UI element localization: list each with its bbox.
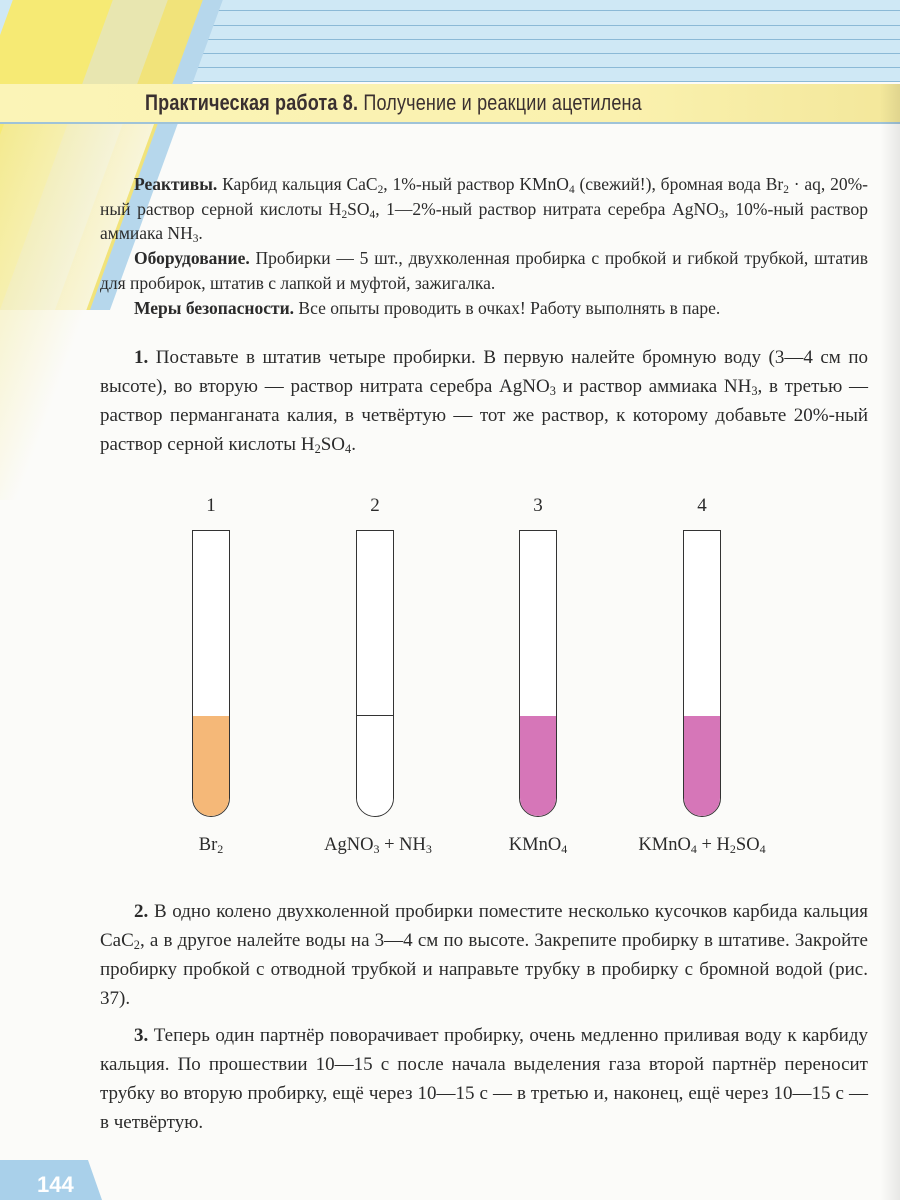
clear-liquid — [357, 715, 393, 816]
tube-label: $Br_2$ — [198, 835, 224, 856]
tube-label: KMnO$_4$ — [508, 835, 568, 856]
test-tube-silver-nitrate — [356, 530, 394, 817]
safety-lead: Меры безопасности. — [134, 298, 295, 318]
bromine-water-liquid — [193, 716, 229, 816]
safety-paragraph — [100, 296, 868, 321]
tube-number: 3 — [533, 495, 543, 516]
reagents-text: Карбид кальция CaC$_2$, 1%-ный раствор KMnO$_4$ (свежий!), бромная вода $Br_2$ · aq, 20%-ный раствор серной кислоты $H_2SO_4$, 1—2%-ный раствор нитрата серебра AgNO$_3$, 10%-ный раствор аммиака $NH_3$. — [100, 174, 868, 245]
rule-line — [150, 39, 900, 40]
step-text: Теперь один партнёр поворачивает пробирку, очень медленно приливая воду к карбиду кальция. По прошествии 10—15 с после начала выделения газа второй партнёр переносит трубку во вторую пробирку, ещё через 10—15 с — в третью и, наконец, ещё через 10—15 с — в четвёртую. — [100, 1025, 868, 1133]
step-text: В одно колено двухколенной пробирки поместите несколько кусочков карбида кальция CaC$_2$, а в другое налейте воды на 3—4 см по высоте. Закрепите пробирку в штативе. Закройте пробирку пробкой с отводной трубкой и направьте трубку в пробирку с бромной водой (рис. 37). — [100, 901, 869, 1009]
step-2 — [100, 897, 868, 1013]
rule-line — [150, 81, 900, 82]
rule-line — [150, 67, 900, 68]
tube-number: 1 — [206, 495, 216, 516]
title-bold: Практическая работа 8. — [145, 90, 359, 115]
step-text: Поставьте в штатив четыре пробирки. В первую налейте бромную воду (3—4 см по высоте), во вторую — раствор нитрата серебра AgNO$_3$ и раствор аммиака $NH_3$, в третью — раствор перманганата калия, в четвёртую — тот же раствор, к которому добавьте 20%-ный раствор серной кислоты $H_2SO_4$. — [100, 347, 869, 456]
page-title — [145, 90, 642, 116]
equipment-text: Пробирки — 5 шт., двухколенная пробирка с пробкой и гибкой трубкой, штатив для пробирок, штатив с лапкой и муфтой, зажигалка. — [100, 248, 868, 293]
step-number: 2. — [134, 901, 149, 922]
rule-line — [150, 53, 900, 54]
tube-number: 2 — [370, 495, 380, 516]
step-number: 1. — [134, 347, 149, 368]
acidified-permanganate-liquid — [684, 716, 720, 816]
rule-line — [150, 10, 900, 11]
equipment-paragraph — [100, 246, 868, 295]
step-3 — [100, 1021, 868, 1137]
test-tube-bromine — [192, 530, 230, 817]
reagents-lead: Реактивы. — [134, 174, 218, 194]
permanganate-liquid — [520, 716, 556, 816]
title-regular: Получение и реакции ацетилена — [363, 90, 642, 115]
reagents-paragraph — [100, 172, 868, 246]
test-tube-acidified-permanganate — [683, 530, 721, 817]
tube-label: AgNO$_3$ + $NH_3$ — [324, 835, 432, 856]
test-tubes-figure — [0, 490, 900, 870]
safety-text: Все опыты проводить в очках! Работу выполнять в паре. — [298, 298, 721, 318]
equipment-lead: Оборудование. — [134, 248, 250, 268]
test-tube-permanganate — [519, 530, 557, 817]
step-number: 3. — [134, 1025, 149, 1046]
step-1 — [100, 343, 868, 459]
rule-line — [150, 25, 900, 26]
page-number: 144 — [37, 1172, 74, 1197]
page-edge-shadow — [880, 84, 900, 1200]
tube-number: 4 — [697, 495, 707, 516]
tube-label: KMnO$_4$ + $H_2SO_4$ — [638, 835, 766, 856]
